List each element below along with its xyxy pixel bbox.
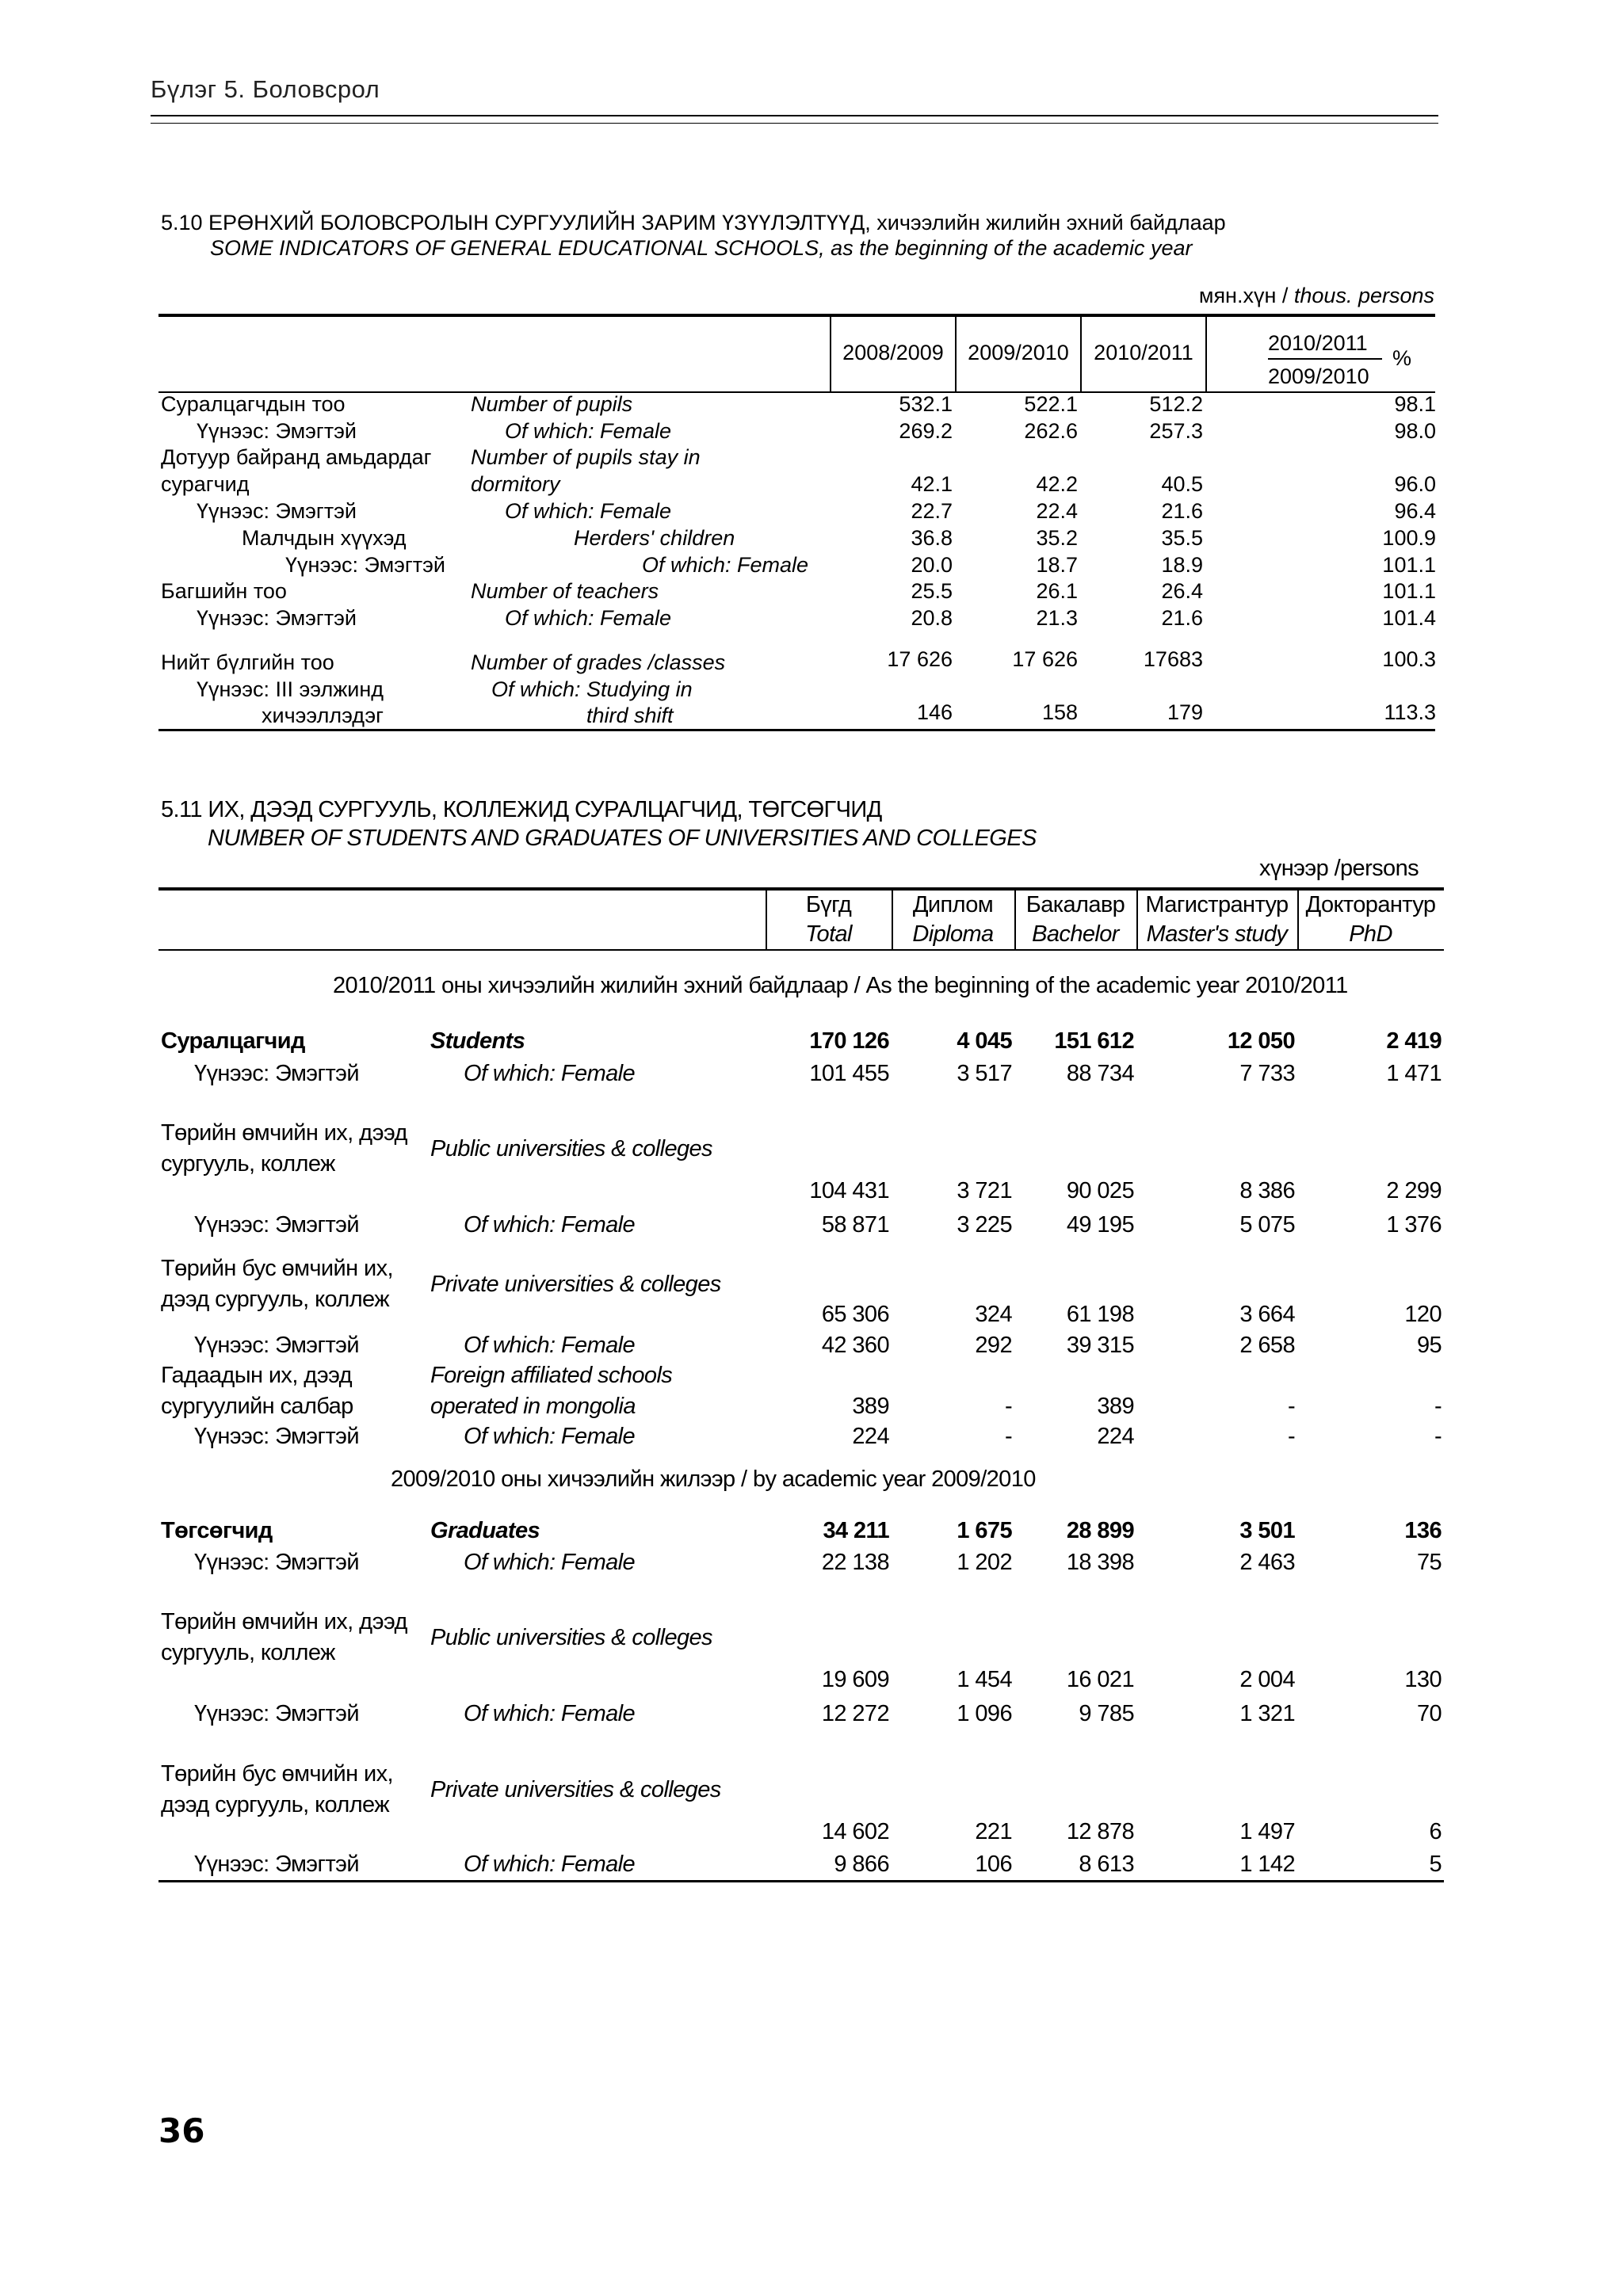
table2-row-label-mn: Үүнээс: Эмэгтэй: [194, 1701, 359, 1726]
table1-cell: 17 626: [1012, 647, 1078, 671]
table1-row-label-mn: Малчдын хүүхэд: [242, 526, 407, 550]
table2-row-label-mn: Үүнээс: Эмэгтэй: [194, 1550, 359, 1575]
table2-row-label-en: Of which: Female: [464, 1424, 636, 1449]
table2-cell: 1 202: [957, 1550, 1012, 1575]
table1-row-label-en: Of which: Female: [505, 606, 672, 630]
table2-cell: 3 664: [1239, 1302, 1295, 1327]
table1-cell: 20.8: [911, 606, 953, 630]
table2-cell: 8 613: [1079, 1852, 1134, 1877]
table2-cell: 5: [1429, 1852, 1442, 1877]
table2-cell: 324: [975, 1302, 1012, 1327]
table2-cell: 120: [1404, 1302, 1442, 1327]
table1-cell: 18.7: [1036, 553, 1078, 577]
table2-cell: 1 675: [957, 1518, 1012, 1543]
table2-cell: 1 497: [1239, 1819, 1295, 1844]
table2-row-label-mn: Төрийн бус өмчийн их,: [161, 1761, 393, 1787]
table2-cell: 170 126: [809, 1028, 889, 1054]
table2-cell: 16 021: [1066, 1667, 1134, 1692]
table2-group-label-mn: Төгсөгчид: [161, 1518, 273, 1543]
table1-cell: 522.1: [1024, 392, 1078, 416]
table2-row-label-mn: Үүнээс: Эмэгтэй: [194, 1212, 359, 1238]
table2-col-header-mn: Бакалавр: [1025, 892, 1125, 917]
table1-cell: 17683: [1143, 647, 1203, 671]
table2-cell: 3 517: [957, 1061, 1012, 1086]
table1-title-en: SOME INDICATORS OF GENERAL EDUCATIONAL SCHOOLS, as the beginning of the academic year: [210, 236, 1193, 260]
table2-cell: -: [1434, 1394, 1442, 1419]
table2-group-label-en: Graduates: [430, 1518, 540, 1543]
table1-row-label-mn: Үүнээс: Эмэгтэй: [197, 606, 357, 630]
table2-cell: 75: [1416, 1550, 1442, 1575]
table1-cell: 100.9: [1382, 526, 1436, 550]
table2-cell: 389: [852, 1394, 889, 1419]
table2-cell: 22 138: [821, 1550, 889, 1575]
table2-cell: -: [1287, 1394, 1295, 1419]
table1-row-label-mn: Дотуур байранд амьдардаг: [161, 445, 432, 469]
table1-row-label-en: dormitory: [471, 472, 560, 496]
table2-row-label-mn: Үүнээс: Эмэгтэй: [194, 1333, 359, 1358]
table2-row-label-en: operated in mongolia: [430, 1394, 636, 1419]
table2-col-header-en: Diploma: [912, 921, 994, 947]
table2-cell: 58 871: [821, 1212, 889, 1238]
table1-row-label-mn: Үүнээс: Эмэгтэй: [197, 499, 357, 523]
table1-cell: 179: [1167, 700, 1203, 724]
table2-cell: 221: [975, 1819, 1012, 1844]
table1-cell: 257.3: [1149, 419, 1203, 443]
table1-row-label-en: Herders' children: [574, 526, 735, 550]
table1-cell: 512.2: [1149, 392, 1203, 416]
table2-row-label-en: Of which: Female: [464, 1701, 636, 1726]
table1-cell: 18.9: [1161, 553, 1203, 577]
table2-col-header-en: PhD: [1349, 921, 1392, 947]
table1-row-label-en: Of which: Female: [642, 553, 809, 577]
table1-row-label-en: Of which: Female: [505, 499, 672, 523]
table1-col-divider: [955, 315, 957, 393]
table1-row-label-en: Number of grades /classes: [471, 650, 726, 674]
table2-row-label-mn: сургууль, коллеж: [161, 1151, 335, 1177]
table2-top-rule: [158, 887, 1444, 891]
table1-row-label-en: Number of teachers: [471, 579, 659, 603]
header-rule-top: [151, 115, 1438, 116]
table2-row-label-en: Private universities & colleges: [430, 1272, 721, 1297]
table2-cell: 90 025: [1066, 1178, 1134, 1203]
table2-section2-label: 2009/2010 оны хичээлийн жилээр / by academic year 2009/2010: [391, 1466, 1036, 1492]
table1-row-label-mn: Багшийн тоо: [161, 579, 287, 603]
table2-col-header-mn: Диплом: [912, 892, 994, 917]
table2-cell: 49 195: [1066, 1212, 1134, 1238]
table2-row-label-mn: Үүнээс: Эмэгтэй: [194, 1852, 359, 1877]
table1-unit-en: thous. persons: [1293, 284, 1434, 307]
table2-cell: 14 602: [821, 1819, 889, 1844]
table2-row-label-mn: сургуулийн салбар: [161, 1394, 353, 1419]
table2-cell: 70: [1416, 1701, 1442, 1726]
table2-row-label-en: Private universities & colleges: [430, 1777, 721, 1802]
table2-title-en: NUMBER OF STUDENTS AND GRADUATES OF UNIVERSITIES AND COLLEGES: [208, 826, 1037, 851]
table1-row-label-mn: Үүнээс: III ээлжинд: [197, 677, 384, 701]
table2-cell: 389: [1097, 1394, 1134, 1419]
table1-row-label-en: Number of pupils: [471, 392, 633, 416]
table2-cell: 3 501: [1239, 1518, 1295, 1543]
table2-col-header-mn: Бүгд: [805, 892, 852, 917]
table2-cell: 19 609: [821, 1667, 889, 1692]
page-number: 36: [158, 2111, 205, 2150]
table1-cell: 20.0: [911, 553, 953, 577]
table2-cell: 106: [975, 1852, 1012, 1877]
table1-cell: 146: [916, 700, 953, 724]
table2-row-label-mn: сургууль, коллеж: [161, 1640, 335, 1665]
table2-row-label-mn: Гадаадын их, дээд: [161, 1363, 352, 1388]
table2-cell: 61 198: [1066, 1302, 1134, 1327]
table2-cell: 12 878: [1066, 1819, 1134, 1844]
table2-cell: -: [1004, 1424, 1012, 1449]
table1-row-label-mn: сурагчид: [161, 472, 250, 496]
table2-col-header-mn: Докторантур: [1305, 892, 1436, 917]
table1-cell: 35.2: [1036, 526, 1078, 550]
table2-header-rule: [158, 949, 1444, 951]
table2-unit-text: хүнээр /persons: [1258, 856, 1419, 881]
table2-group-label-mn: Суралцагчид: [161, 1028, 305, 1054]
table2-cell: 101 455: [809, 1061, 889, 1086]
table2-section1-label: 2010/2011 оны хичээлийн жилийн эхний байдлаар / As the beginning of the academic year 2010/2011: [333, 973, 1348, 998]
table1-cell: 532.1: [899, 392, 953, 416]
table2-cell: 9 785: [1079, 1701, 1134, 1726]
table1-cell: 98.1: [1394, 392, 1436, 416]
table2-row-label-en: Of which: Female: [464, 1212, 636, 1238]
table2-row-label-mn: дээд сургууль, коллеж: [161, 1287, 390, 1312]
table1-cell: 35.5: [1161, 526, 1203, 550]
table1-cell: 26.4: [1161, 579, 1203, 603]
table1-row-label-mn: Үүнээс: Эмэгтэй: [197, 419, 357, 443]
table2-unit: [1259, 856, 1419, 882]
table1-row-label-en: Number of pupils stay in: [471, 445, 701, 469]
table1-col-header: 2010/2011: [1094, 341, 1193, 364]
table2-cell: 9 866: [834, 1852, 889, 1877]
table2-cell: 1 471: [1386, 1061, 1442, 1086]
table2-cell: 39 315: [1066, 1333, 1134, 1358]
table1-row-label-mn: Суралцагчдын тоо: [161, 392, 346, 416]
table1-unit-mn: мян.хүн /: [1198, 284, 1294, 307]
table1-pct-sign: %: [1392, 346, 1412, 370]
table1-cell: 98.0: [1394, 419, 1436, 443]
table2-cell: 1 454: [957, 1667, 1012, 1692]
table1-row-label-mn: хичээллэдэг: [262, 704, 384, 727]
table2-cell: 130: [1404, 1667, 1442, 1692]
table2-cell: 95: [1416, 1333, 1442, 1358]
table2-cell: 2 004: [1239, 1667, 1295, 1692]
table2-row-label-en: Of which: Female: [464, 1061, 636, 1086]
table2-cell: 2 463: [1239, 1550, 1295, 1575]
table1-cell: 101.1: [1382, 553, 1436, 577]
table1-cell: 101.1: [1382, 579, 1436, 603]
table1-row-label-mn: Нийт бүлгийн тоо: [161, 650, 334, 674]
table2-col-header-en: Total: [805, 921, 852, 947]
table2-cell: 7 733: [1239, 1061, 1295, 1086]
table1-cell: 262.6: [1024, 419, 1078, 443]
table2-group-label-en: Students: [430, 1028, 525, 1054]
table1-cell: 158: [1041, 700, 1078, 724]
table2-col-header-mn: Магистрантур: [1145, 892, 1289, 917]
table2-row-label-mn: дээд сургууль, коллеж: [161, 1792, 390, 1817]
table1-cell: 17 626: [887, 647, 953, 671]
table1-cell: 40.5: [1161, 472, 1203, 496]
table2-row-label-en: Of which: Female: [464, 1550, 636, 1575]
header-rule-bottom: [151, 123, 1438, 124]
table1-cell: 96.0: [1394, 472, 1436, 496]
table2-row-label-mn: Төрийн бус өмчийн их,: [161, 1256, 393, 1281]
table2-cell: 4 045: [957, 1028, 1012, 1054]
table2-row-label-mn: Үүнээс: Эмэгтэй: [194, 1061, 359, 1086]
table1-cell: 22.4: [1036, 499, 1078, 523]
table2-cell: 6: [1429, 1819, 1442, 1844]
table1-cell: 21.6: [1161, 499, 1203, 523]
table2-cell: 1 096: [957, 1701, 1012, 1726]
table2-cell: 34 211: [823, 1518, 889, 1543]
table2-cell: 104 431: [809, 1178, 889, 1203]
chapter-header: Бүлэг 5. Боловсрол: [151, 75, 380, 103]
table2-cell: 12 050: [1227, 1028, 1295, 1054]
table2-cell: 88 734: [1066, 1061, 1134, 1086]
table2-cell: 8 386: [1239, 1178, 1295, 1203]
table2-title-mn: 5.11 ИХ, ДЭЭД СУРГУУЛЬ, КОЛЛЕЖИД СУРАЛЦАГЧИД, ТӨГСӨГЧИД: [161, 797, 882, 822]
table2-cell: 1 321: [1239, 1701, 1295, 1726]
table2-cell: 3 225: [957, 1212, 1012, 1238]
table1-col-divider: [1080, 315, 1082, 393]
table2-cell: -: [1287, 1424, 1295, 1449]
table1-top-rule: [158, 314, 1435, 317]
table2-cell: 65 306: [821, 1302, 889, 1327]
table2-row-label-en: Public universities & colleges: [430, 1136, 712, 1161]
table1-col-header: 2008/2009: [842, 341, 944, 364]
table1-cell: 21.3: [1036, 606, 1078, 630]
table2-cell: 3 721: [957, 1178, 1012, 1203]
table2-col-header-en: Master's study: [1146, 921, 1288, 947]
table2-cell: 5 075: [1239, 1212, 1295, 1238]
table2-cell: 292: [975, 1333, 1012, 1358]
table1-cell: 26.1: [1036, 579, 1078, 603]
table2-cell: 2 658: [1239, 1333, 1295, 1358]
table2-bottom-rule: [158, 1880, 1444, 1882]
table2-cell: 42 360: [821, 1333, 889, 1358]
table2-cell: -: [1434, 1424, 1442, 1449]
table1-bottom-rule: [158, 729, 1435, 731]
table1-row-label-en: Of which: Female: [505, 419, 672, 443]
table1-pct-numerator: 2010/2011: [1268, 331, 1368, 355]
table1-cell: 100.3: [1382, 647, 1436, 671]
table1-cell: 21.6: [1161, 606, 1203, 630]
table2-cell: 1 376: [1386, 1212, 1442, 1238]
table1-pct-fraction-bar: [1268, 358, 1382, 360]
table1-unit: [1199, 284, 1434, 308]
table1-cell: 42.2: [1036, 472, 1078, 496]
table2-row-label-mn: Төрийн өмчийн их, дээд: [161, 1120, 407, 1146]
table2-cell: 224: [1097, 1424, 1134, 1449]
table1-cell: 96.4: [1394, 499, 1436, 523]
table1-cell: 113.3: [1384, 700, 1436, 724]
table2-cell: 2 299: [1386, 1178, 1442, 1203]
table2-row-label-mn: Төрийн өмчийн их, дээд: [161, 1609, 407, 1634]
table2-row-label-mn: Үүнээс: Эмэгтэй: [194, 1424, 359, 1449]
table2-row-label-en: Foreign affiliated schools: [430, 1363, 673, 1388]
table1-title-mn: 5.10 ЕРӨНХИЙ БОЛОВСРОЛЫН СУРГУУЛИЙН ЗАРИМ ҮЗҮҮЛЭЛТҮҮД, хичээлийн жилийн эхний байдлаар: [161, 211, 1226, 235]
table1-cell: 269.2: [899, 419, 953, 443]
table2-cell: 1 142: [1239, 1852, 1295, 1877]
table1-pct-denominator: 2009/2010: [1268, 364, 1369, 388]
table1-row-label-en: third shift: [586, 704, 674, 727]
table2-cell: 151 612: [1054, 1028, 1134, 1054]
table2-cell: 224: [852, 1424, 889, 1449]
table1-row-label-en: Of which: Studying in: [491, 677, 693, 701]
table2-row-label-en: Of which: Female: [464, 1333, 636, 1358]
table2-cell: -: [1004, 1394, 1012, 1419]
table2-cell: 18 398: [1066, 1550, 1134, 1575]
table1-cell: 42.1: [911, 472, 953, 496]
table2-row-label-en: Public universities & colleges: [430, 1625, 712, 1650]
table1-col-divider: [830, 315, 831, 393]
table1-cell: 36.8: [911, 526, 953, 550]
table2-cell: 28 899: [1066, 1518, 1134, 1543]
table1-row-label-mn: Үүнээс: Эмэгтэй: [285, 553, 445, 577]
table1-cell: 25.5: [911, 579, 953, 603]
table2-col-header-en: Bachelor: [1032, 921, 1119, 947]
table1-col-header: 2009/2010: [968, 341, 1069, 364]
table2-cell: 12 272: [821, 1701, 889, 1726]
table1-cell: 101.4: [1382, 606, 1436, 630]
table1-col-divider: [1205, 315, 1207, 393]
table2-row-label-en: Of which: Female: [464, 1852, 636, 1877]
table1-cell: 22.7: [911, 499, 953, 523]
table2-cell: 2 419: [1386, 1028, 1442, 1054]
table2-cell: 136: [1404, 1518, 1442, 1543]
